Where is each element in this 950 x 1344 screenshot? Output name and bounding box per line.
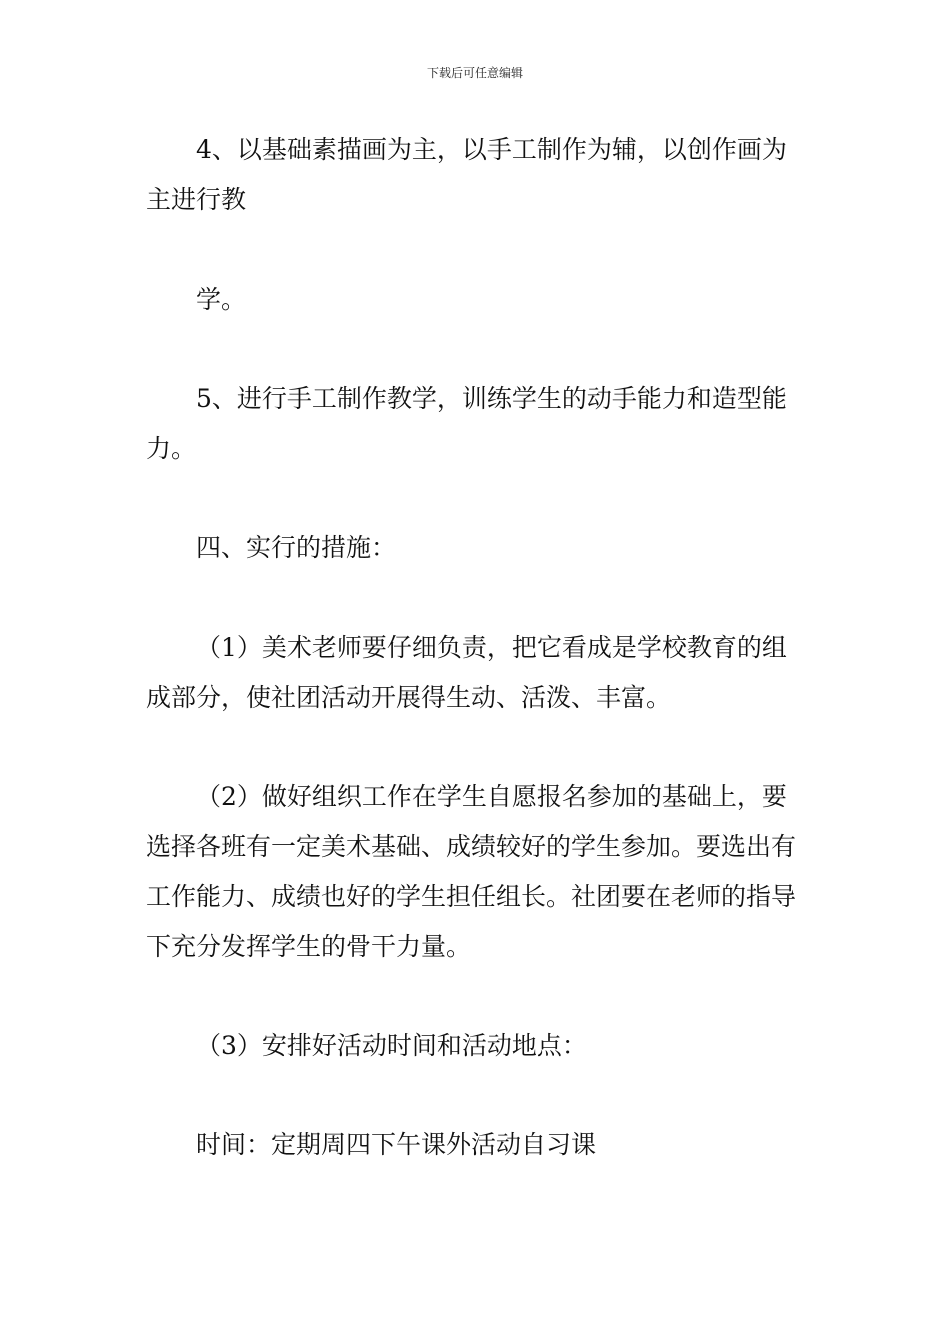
page-header: 下载后可任意编辑 xyxy=(426,66,523,80)
paragraph-continuation: 学。 xyxy=(196,285,247,314)
paragraph-measure-3: （3）安排好活动时间和活动地点： xyxy=(196,1031,587,1060)
paragraph-time: 时间：定期周四下午课外活动自习课 xyxy=(196,1130,597,1159)
paragraph-measure-2: （2）做好组织工作在学生自愿报名参加的基础上，要选择各班有一定美术基础、成绩较好的学生参加。要选出有工作能力、成绩也好的学生担任组长。社团要在老师的指导下充分发挥学生的骨干力量。 xyxy=(146,782,797,961)
paragraph-measure-1: （1）美术老师要仔细负责，把它看成是学校教育的组成部分，使社团活动开展得生动、活泼、丰富。 xyxy=(146,633,787,712)
paragraph-item-4: 4、以基础素描画为主，以手工制作为辅，以创作画为主进行教 xyxy=(146,135,787,214)
paragraph-item-5: 5、进行手工制作教学，训练学生的动手能力和造型能力。 xyxy=(146,384,787,463)
section-heading-measures: 四、实行的措施： xyxy=(196,533,397,562)
